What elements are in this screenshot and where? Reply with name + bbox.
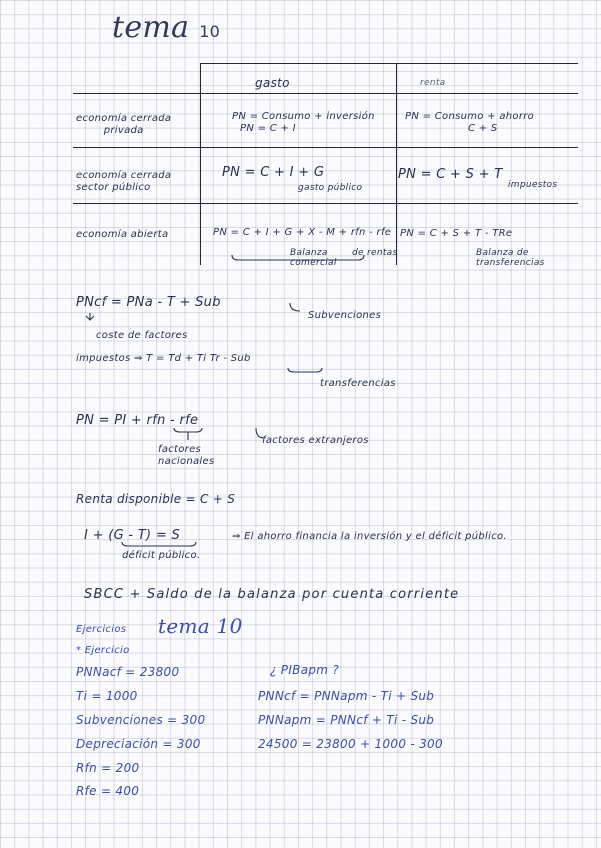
deficit-bracket xyxy=(122,542,196,546)
subvenciones-arrow xyxy=(290,303,300,311)
step-2: PNNapm = PNNcf + Ti - Sub xyxy=(258,713,435,727)
header-gasto: gasto xyxy=(255,76,290,90)
cell-gasto-3c: de rentas xyxy=(352,248,398,258)
row-label-abierta: economía abierta xyxy=(76,229,169,240)
row-label-sector-publico: economía cerrada sector público xyxy=(76,170,172,193)
ahorro-formula: I + (G - T) = S xyxy=(84,528,181,543)
given-rfn: Rfn = 200 xyxy=(76,761,140,775)
exercises-heading: Ejercicios xyxy=(76,624,127,635)
pncf-formula: PNcf = PNa - T + Sub xyxy=(76,295,221,310)
cell-gasto-2b: gasto público xyxy=(298,183,363,193)
given-depreciacion: Depreciación = 300 xyxy=(76,737,201,751)
cell-renta-2b: impuestos xyxy=(508,180,558,190)
cell-renta-1b: C + S xyxy=(468,123,498,134)
header-renta: renta xyxy=(420,78,446,88)
cell-gasto-1b: PN = C + I xyxy=(240,123,296,134)
given-rfe: Rfe = 400 xyxy=(76,784,140,798)
cell-gasto-1a: PN = Consumo + inversión xyxy=(232,111,375,122)
factores-extranjeros-arrow xyxy=(256,428,264,438)
step-3: 24500 = 23800 + 1000 - 300 xyxy=(258,737,443,751)
cell-gasto-2a: PN = C + I + G xyxy=(222,165,325,180)
cell-renta-3b: Balanza de transferencias xyxy=(476,248,545,268)
given-pnnacf: PNNacf = 23800 xyxy=(76,665,180,679)
cell-renta-2a: PN = C + S + T xyxy=(398,167,503,182)
row-label-cerrada-privada: economía cerrada privada xyxy=(76,113,172,136)
balanza-comercial-bracket xyxy=(232,255,364,260)
impuestos-formula: impuestos ⇒ T = Td + Ti Tr - Sub xyxy=(76,353,251,364)
pn-formula: PN = PI + rfn - rfe xyxy=(76,413,199,428)
factores-extranjeros-note: factores extranjeros xyxy=(262,435,369,446)
exercise-question: ¿ PIBapm ? xyxy=(270,663,340,677)
factores-nacionales-note: factores nacionales xyxy=(158,444,215,467)
cell-renta-1a: PN = Consumo + ahorro xyxy=(405,111,535,122)
coste-factores-note: coste de factores xyxy=(96,330,188,341)
sbcc-line: SBCC + Saldo de la balanza por cuenta corriente xyxy=(84,587,460,602)
ejercicio-label: * Ejercicio xyxy=(76,645,130,656)
ahorro-explanation: ⇒ El ahorro financia la inversión y el déficit público. xyxy=(232,531,507,542)
title-number: 10 xyxy=(199,22,221,41)
factores-nacionales-bracket xyxy=(174,428,202,440)
deficit-note: déficit público. xyxy=(122,550,201,561)
subvenciones-note: Subvenciones xyxy=(308,310,382,321)
cell-renta-3a: PN = C + S + T - TRe xyxy=(400,228,513,239)
given-ti: Ti = 1000 xyxy=(76,689,138,703)
cell-gasto-3b: Balanza comercial xyxy=(290,248,337,268)
renta-disponible: Renta disponible = C + S xyxy=(76,492,236,506)
title-word: tema xyxy=(112,10,190,45)
transferencias-bracket xyxy=(288,368,322,372)
cell-gasto-3a: PN = C + I + G + X - M + rfn - rfe xyxy=(213,227,392,238)
given-subvenciones: Subvenciones = 300 xyxy=(76,713,206,727)
coste-factores-arrow xyxy=(86,313,94,320)
step-1: PNNcf = PNNapm - Ti + Sub xyxy=(258,689,435,703)
transferencias-note: transferencias xyxy=(320,378,396,389)
exercises-tema: tema 10 xyxy=(158,614,243,638)
